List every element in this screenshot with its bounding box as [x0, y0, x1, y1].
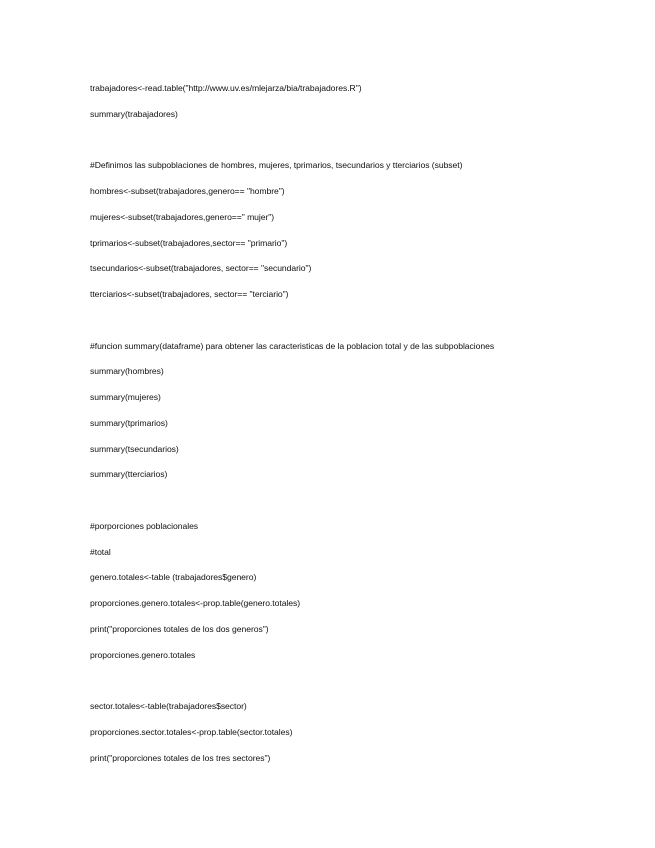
code-line-proporciones-genero-totales: proporciones.genero.totales: [90, 650, 196, 660]
code-line-proporciones-sector: proporciones.sector.totales<-prop.table(sector.totales): [90, 727, 293, 737]
code-line-print-generos: print("proporciones totales de los dos generos"): [90, 624, 269, 634]
code-line-summary-tprimarios: summary(tprimarios): [90, 418, 168, 428]
code-line-tterciarios: tterciarios<-subset(trabajadores, sector== "terciario"): [90, 289, 289, 299]
code-line-sector-totales: sector.totales<-table(trabajadores$sector): [90, 701, 247, 711]
code-line-summary-hombres: summary(hombres): [90, 366, 164, 376]
code-line-read-table: trabajadores<-read.table("http://www.uv.es/mlejarza/bia/trabajadores.R"): [90, 83, 362, 93]
code-line-proporciones-genero: proporciones.genero.totales<-prop.table(genero.totales): [90, 598, 301, 608]
comment-line-subpoblaciones: #Definimos las subpoblaciones de hombres, mujeres, tprimarios, tsecundarios y tterciarios (subset): [90, 160, 463, 170]
code-line-tprimarios: tprimarios<-subset(trabajadores,sector== "primario"): [90, 238, 288, 248]
code-line-mujeres: mujeres<-subset(trabajadores,genero==" mujer"): [90, 212, 275, 222]
comment-line-funcion-summary: #funcion summary(dataframe) para obtener las caracteristicas de la poblacion total y de las subpoblaciones: [90, 341, 495, 351]
comment-line-proporciones: #porporciones poblacionales: [90, 521, 199, 531]
code-line-genero-totales: genero.totales<-table (trabajadores$genero): [90, 572, 257, 582]
code-line-summary-trabajadores: summary(trabajadores): [90, 109, 178, 119]
code-line-summary-tterciarios: summary(tterciarios): [90, 469, 168, 479]
code-line-tsecundarios: tsecundarios<-subset(trabajadores, sector== "secundario"): [90, 263, 312, 273]
code-line-summary-mujeres: summary(mujeres): [90, 392, 161, 402]
code-line-hombres: hombres<-subset(trabajadores,genero== "hombre"): [90, 186, 285, 196]
comment-line-total: #total: [90, 547, 111, 557]
code-line-print-sectores: print("proporciones totales de los tres sectores"): [90, 753, 271, 763]
code-line-summary-tsecundarios: summary(tsecundarios): [90, 444, 179, 454]
